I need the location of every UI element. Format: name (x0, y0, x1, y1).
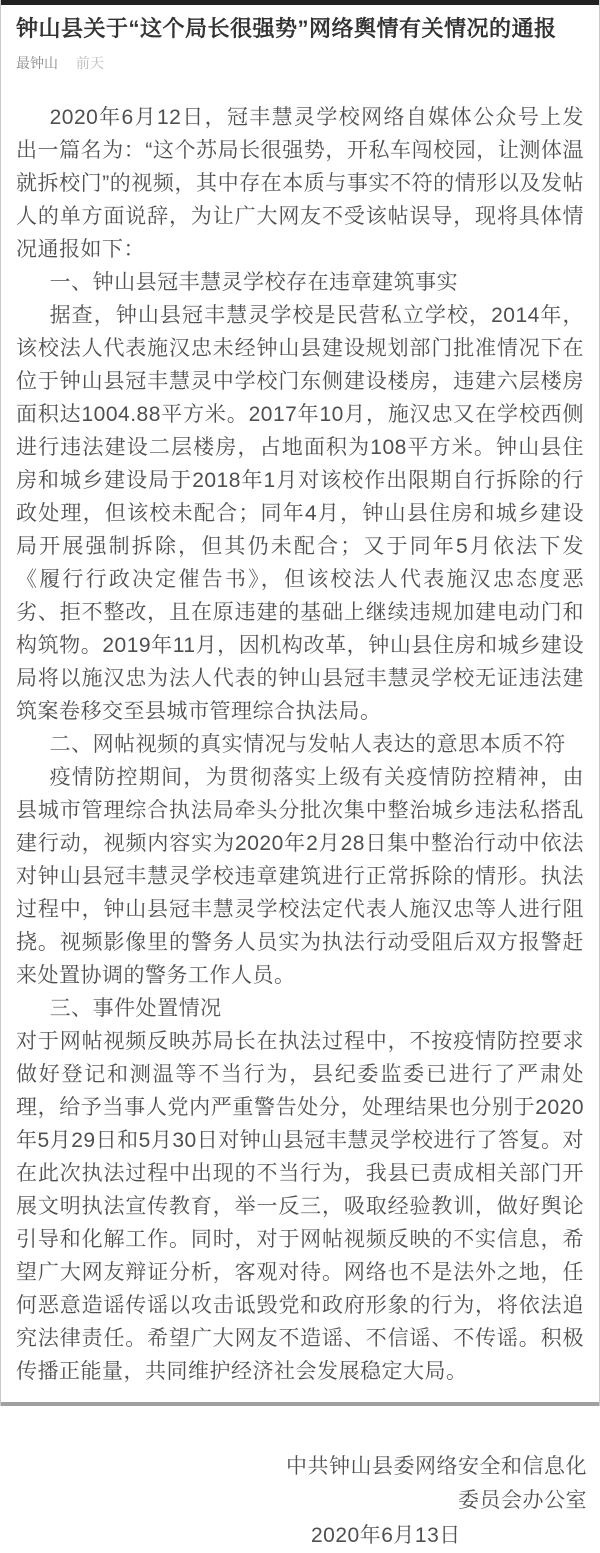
account-name-link[interactable]: 最钟山 (16, 55, 58, 71)
section-1-paragraph: 据查，钟山县冠丰慧灵学校是民营私立学校，2014年，该校法人代表施汉忠未经钟山县建设规划部门批准情况下在位于钟山县冠丰慧灵中学校门东侧建设楼房，违建六层楼房面积达1004.88平方米。2017年10月，施汉忠又在学校西侧进行违法建设二层楼房，占地面积为108平方米。钟山县住房和城乡建设局于2018年1月对该校作出限期自行拆除的行政处理，但该校未配合；同年4月，钟山县住房和城乡建设局开展强制拆除，但其仍未配合；又于同年5月依法下发《履行行政决定催告书》，但该校法人代表施汉忠态度恶劣、拒不整改，且在原违建的基础上继续违规加建电动门和构筑物。2019年11月，因机构改革，钟山县住房和城乡建设局将以施汉忠为法人代表的钟山县冠丰慧灵学校无证违法建筑案卷移交至县城市管理综合执法局。 (16, 304, 584, 723)
signature-block (1, 1450, 599, 1553)
top-border-bar (1, 0, 599, 5)
section-3-heading: 三、事件处置情况 (49, 997, 222, 1020)
article-body (1, 101, 599, 1388)
section-1-heading: 一、钟山县冠丰慧灵学校存在违章建筑事实 (49, 271, 459, 294)
byline (1, 44, 599, 72)
section-2-heading: 二、网帖视频的真实情况与发帖人表达的意思本质不符 (49, 733, 566, 756)
signature-org-line1: 中共钟山县委网络安全和信息化 (286, 1455, 587, 1478)
signature-org-line2: 委员会办公室 (458, 1489, 587, 1512)
intro-paragraph: 2020年6月12日，冠丰慧灵学校网络自媒体公众号上发出一篇名为：“这个苏局长很强势，开私车闯校园，让测体温就拆校门”的视频，其中存在本质与事实不符的情形以及发帖人的单方面说辞，为让广大网友不受该帖误导，现将具体情况通报如下： (16, 106, 584, 261)
section-3-paragraph: 对于网帖视频反映苏局长在执法过程中，不按疫情防控要求做好登记和测温等不当行为，县纪委监委已进行了严肃处理，给予当事人党内严重警告处分，处理结果也分别于2020年5月29日和5月30日对钟山县冠丰慧灵学校进行了答复。对在此次执法过程中出现的不当行为，我县已责成相关部门开展文明执法宣传教育，举一反三，吸取经验教训，做好舆论引导和化解工作。同时，对于网帖视频反映的不实信息，希望广大网友辩证分析，客观对待。网络也不是法外之地，任何恶意造谣传谣以攻击诋毁党和政府形象的行为，将依法追究法律责任。希望广大网友不造谣、不信谣、不传谣。积极传播正能量，共同维护经济社会发展稳定大局。 (16, 1030, 584, 1383)
section-2-paragraph: 疫情防控期间，为贯彻落实上级有关疫情防控精神，由县城市管理综合执法局牵头分批次集中整治城乡违法私搭乱建行动，视频内容实为2020年2月28日集中整治行动中依法对钟山县冠丰慧灵学校违章建筑进行正常拆除的情形。执法过程中，钟山县冠丰慧灵学校法定代表人施汉忠等人进行阻挠。视频影像里的警务人员实为执法行动受阻后双方报警赶来处置协调的警务工作人员。 (16, 766, 584, 987)
publish-time: 前天 (75, 55, 104, 71)
bottom-border-bar (1, 1402, 599, 1406)
page-title: 钟山县关于“这个局长很强势”网络舆情有关情况的通报 (16, 16, 557, 41)
signature-date: 2020年6月13日 (311, 1524, 461, 1547)
